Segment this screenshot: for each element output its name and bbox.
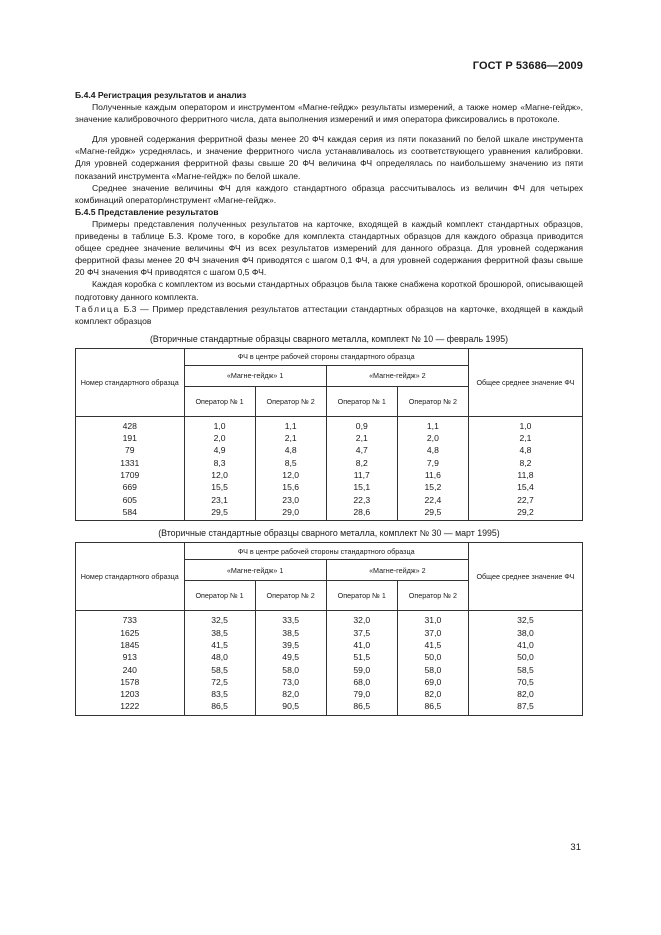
table-row <box>76 627 583 639</box>
mean-value: 41,0 <box>468 639 582 651</box>
table-row <box>76 457 583 469</box>
table-row <box>76 639 583 651</box>
table-cell: 22,3 <box>326 494 397 506</box>
table-cell: 90,5 <box>255 700 326 715</box>
table-cell: 58,0 <box>255 664 326 676</box>
col-header-sample: Номер стандартного образца <box>76 543 185 611</box>
sample-number: 191 <box>76 432 185 444</box>
col-header-operator-1: Оператор № 1 <box>184 581 255 611</box>
sample-number: 1222 <box>76 700 185 715</box>
sample-number: 79 <box>76 444 185 456</box>
col-header-operator-2: Оператор № 2 <box>397 386 468 416</box>
col-header-mean: Общее среднее значение ФЧ <box>468 348 582 416</box>
table-cell: 8,3 <box>184 457 255 469</box>
table-cell: 73,0 <box>255 676 326 688</box>
table-cell: 82,0 <box>255 688 326 700</box>
sample-number: 1709 <box>76 469 185 481</box>
table2-subtitle: (Вторичные стандартные образцы сварного металла, комплект № 30 — март 1995) <box>158 528 500 539</box>
section-heading-b45: Б.4.5 Представление результатов <box>75 206 219 217</box>
table-cell: 15,6 <box>255 481 326 493</box>
table-row <box>76 444 583 456</box>
mean-value: 38,0 <box>468 627 582 639</box>
table-cell: 7,9 <box>397 457 468 469</box>
mean-value: 50,0 <box>468 651 582 663</box>
paragraph: Для уровней содержания ферритной фазы менее 20 ФЧ каждая серия из пяти показаний по белой шкале инструмента «Магне-гейдж» усреднялась, и значение ферритного числа устанавливалось из соответствующего уравнения калибровки. Для уровней содержания ферритной фазы свыше 20 ФЧ величина ФЧ определялась по наибольшему значению из пяти показаний инструмента «Магне-гейдж» по белой шкале. <box>75 134 583 181</box>
table-cell: 4,7 <box>326 444 397 456</box>
mean-value: 22,7 <box>468 494 582 506</box>
col-header-gauge-2: «Магне-гейдж» 2 <box>326 365 468 386</box>
table-cell: 41,5 <box>184 639 255 651</box>
page-number: 31 <box>570 842 581 853</box>
table-cell: 23,0 <box>255 494 326 506</box>
sample-number: 1331 <box>76 457 185 469</box>
table-cell: 2,1 <box>326 432 397 444</box>
document-number: ГОСТ Р 53686—2009 <box>472 60 583 72</box>
table-cell: 68,0 <box>326 676 397 688</box>
table-cell: 69,0 <box>397 676 468 688</box>
table-cell: 82,0 <box>397 688 468 700</box>
mean-value: 87,5 <box>468 700 582 715</box>
table-cell: 38,5 <box>184 627 255 639</box>
table-cell: 28,6 <box>326 506 397 521</box>
table-cell: 1,1 <box>255 416 326 432</box>
table-cell: 1,1 <box>397 416 468 432</box>
mean-value: 32,5 <box>468 611 582 627</box>
table-row <box>76 481 583 493</box>
table-cell: 58,5 <box>184 664 255 676</box>
table-cell: 38,5 <box>255 627 326 639</box>
table-cell: 29,5 <box>397 506 468 521</box>
table-cell: 11,6 <box>397 469 468 481</box>
table-cell: 37,0 <box>397 627 468 639</box>
table-row <box>76 416 583 432</box>
table-row <box>76 688 583 700</box>
table-cell: 32,0 <box>326 611 397 627</box>
page-content <box>75 89 583 716</box>
sample-number: 1578 <box>76 676 185 688</box>
table-cell: 72,5 <box>184 676 255 688</box>
results-table-2 <box>75 542 583 715</box>
table-cell: 86,5 <box>397 700 468 715</box>
table-cell: 15,2 <box>397 481 468 493</box>
table-cell: 2,0 <box>397 432 468 444</box>
col-header-operator-2: Оператор № 2 <box>255 581 326 611</box>
col-header-fn-center: ФЧ в центре рабочей стороны стандартного образца <box>184 543 468 560</box>
mean-value: 58,5 <box>468 664 582 676</box>
table-cell: 29,5 <box>184 506 255 521</box>
table-cell: 33,5 <box>255 611 326 627</box>
results-table-1 <box>75 348 583 521</box>
table-row <box>76 506 583 521</box>
table-caption <box>75 303 583 327</box>
table-cell: 39,5 <box>255 639 326 651</box>
sample-number: 1203 <box>76 688 185 700</box>
table-row <box>76 700 583 715</box>
table-cell: 37,5 <box>326 627 397 639</box>
table-row <box>76 664 583 676</box>
sample-number: 605 <box>76 494 185 506</box>
mean-value: 8,2 <box>468 457 582 469</box>
col-header-operator-1: Оператор № 1 <box>184 386 255 416</box>
paragraph: Полученные каждым оператором и инструментом «Магне-гейдж» результаты измерений, а также номер «Магне-гейдж», значение калибровочного ферритного числа, дата выполнения измерений и имя оператора фиксировались в протоколе. <box>75 102 583 125</box>
sample-number: 1845 <box>76 639 185 651</box>
table-cell: 1,0 <box>184 416 255 432</box>
table-cell: 86,5 <box>184 700 255 715</box>
mean-value: 11,8 <box>468 469 582 481</box>
table-cell: 48,0 <box>184 651 255 663</box>
table-cell: 83,5 <box>184 688 255 700</box>
mean-value: 2,1 <box>468 432 582 444</box>
mean-value: 15,4 <box>468 481 582 493</box>
sample-number: 1625 <box>76 627 185 639</box>
table-cell: 51,5 <box>326 651 397 663</box>
table-caption-label: Таблица <box>75 303 120 314</box>
table-cell: 4,8 <box>397 444 468 456</box>
col-header-gauge-1: «Магне-гейдж» 1 <box>184 365 326 386</box>
mean-value: 4,8 <box>468 444 582 456</box>
sample-number: 584 <box>76 506 185 521</box>
table-cell: 15,1 <box>326 481 397 493</box>
sample-number: 240 <box>76 664 185 676</box>
col-header-operator-1: Оператор № 1 <box>326 386 397 416</box>
table-cell: 12,0 <box>255 469 326 481</box>
paragraph: Примеры представления полученных результатов на карточке, входящей в каждый комплект стандартных образцов, приведены в таблице Б.3. Кроме того, в коробке для комплекта стандартных образцов для каждого образца приводится общее среднее значение величины ФЧ из всех результатов измерений для данного образца. Для уровней содержания ферритной фазы менее 20 ФЧ значения ФЧ приводятся с шагом 0,1 ФЧ, а для уровней содержания ферритной фазы свыше 20 ФЧ значения ФЧ приводятся с шагом 0,5 ФЧ. <box>75 218 583 278</box>
table-row <box>76 494 583 506</box>
col-header-gauge-1: «Магне-гейдж» 1 <box>184 560 326 581</box>
paragraph: Среднее значение величины ФЧ для каждого стандартного образца рассчитывалось из величин ФЧ для четырех комбинаций оператор/инструмент «Магне-гейдж». <box>75 182 583 205</box>
table-cell: 29,0 <box>255 506 326 521</box>
table-row <box>76 676 583 688</box>
table-cell: 8,5 <box>255 457 326 469</box>
table-cell: 12,0 <box>184 469 255 481</box>
table-cell: 86,5 <box>326 700 397 715</box>
table-row <box>76 469 583 481</box>
table-cell: 0,9 <box>326 416 397 432</box>
mean-value: 29,2 <box>468 506 582 521</box>
table1-subtitle: (Вторичные стандартные образцы сварного металла, комплект № 10 — февраль 1995) <box>149 333 509 344</box>
table-cell: 41,5 <box>397 639 468 651</box>
col-header-operator-2: Оператор № 2 <box>255 386 326 416</box>
table-cell: 58,0 <box>397 664 468 676</box>
table-cell: 23,1 <box>184 494 255 506</box>
mean-value: 82,0 <box>468 688 582 700</box>
table-row <box>76 611 583 627</box>
table-caption-text: Б.3 — Пример представления результатов аттестации стандартных образцов на карточке, входящей в каждый комплект образцов <box>75 303 584 326</box>
table-cell: 31,0 <box>397 611 468 627</box>
table-cell: 4,9 <box>184 444 255 456</box>
section-heading-b44: Б.4.4 Регистрация результатов и анализ <box>75 90 247 100</box>
col-header-mean: Общее среднее значение ФЧ <box>468 543 582 611</box>
table-row <box>76 432 583 444</box>
table-row <box>76 651 583 663</box>
table-cell: 22,4 <box>397 494 468 506</box>
table-cell: 2,0 <box>184 432 255 444</box>
sample-number: 428 <box>76 416 185 432</box>
col-header-gauge-2: «Магне-гейдж» 2 <box>326 560 468 581</box>
col-header-fn-center: ФЧ в центре рабочей стороны стандартного образца <box>184 348 468 365</box>
sample-number: 669 <box>76 481 185 493</box>
table-cell: 41,0 <box>326 639 397 651</box>
table-cell: 59,0 <box>326 664 397 676</box>
paragraph: Каждая коробка с комплектом из восьми стандартных образцов была также снабжена короткой брошюрой, описывающей подготовку данного комплекта. <box>75 279 583 302</box>
sample-number: 913 <box>76 651 185 663</box>
sample-number: 733 <box>76 611 185 627</box>
mean-value: 1,0 <box>468 416 582 432</box>
table-cell: 49,5 <box>255 651 326 663</box>
table-cell: 4,8 <box>255 444 326 456</box>
table-cell: 2,1 <box>255 432 326 444</box>
col-header-operator-1: Оператор № 1 <box>326 581 397 611</box>
table-cell: 32,5 <box>184 611 255 627</box>
table-cell: 15,5 <box>184 481 255 493</box>
col-header-operator-2: Оператор № 2 <box>397 581 468 611</box>
table-cell: 11,7 <box>326 469 397 481</box>
table-cell: 8,2 <box>326 457 397 469</box>
table-cell: 79,0 <box>326 688 397 700</box>
col-header-sample: Номер стандартного образца <box>76 348 185 416</box>
table-cell: 50,0 <box>397 651 468 663</box>
mean-value: 70,5 <box>468 676 582 688</box>
